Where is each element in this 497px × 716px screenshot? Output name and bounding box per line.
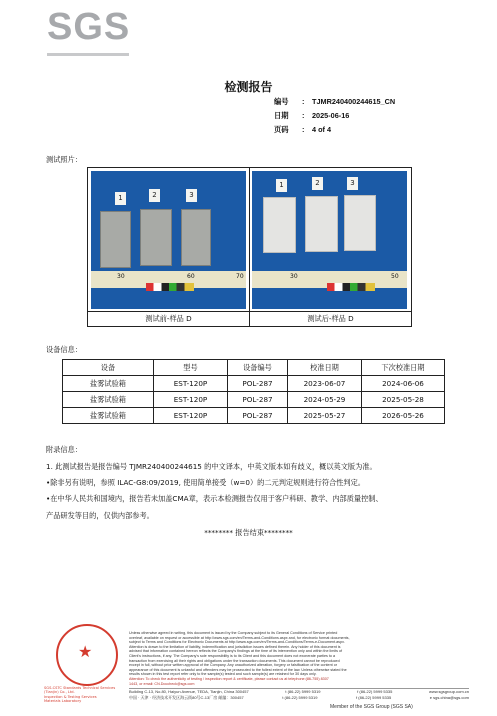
equipment-section-label: 设备信息：: [46, 345, 82, 354]
color-checker: [146, 283, 194, 291]
table-cell: 盐雾试验箱: [63, 408, 154, 424]
sample-tag: 1: [276, 179, 287, 192]
table-cell: 2025-05-28: [362, 392, 445, 408]
terms-line: Attention: To check the authenticity of testing / inspection report & certificate, please contact us at telephone:(86-755) 8307: [129, 676, 329, 681]
sample-plate: [140, 209, 172, 266]
terms-line: Attention is drawn to the limitation of liability, indemnification and jurisdiction issues defined therein. Any holder of this document is: [129, 644, 341, 649]
seal-sub: Inspection & Testing Services: [44, 694, 97, 699]
table-cell: 2026-05-26: [362, 408, 445, 424]
photo-after-test: [252, 171, 407, 309]
terms-line: overleaf, available on request or accessible at http://www.sgs.com/en/Terms-and-Conditions.aspx and, for electronic format documents,: [129, 635, 350, 640]
terms-line: except in full, without prior written approval of the Company. Any unauthorized alteration, forgery or falsification of the content or: [129, 663, 337, 668]
column-header: 型号: [154, 360, 228, 376]
meta-colon: :: [302, 111, 305, 120]
terms-line: advised that information contained hereon reflects the Company's findings at the time of its intervention only and within the limits of: [129, 649, 343, 654]
meta-key: 编号: [274, 97, 289, 106]
table-row: [63, 376, 445, 392]
table-cell: EST-120P: [154, 408, 228, 424]
equipment-table: [62, 359, 445, 424]
website-link[interactable]: www.sgsgroup.com.cn: [428, 689, 469, 694]
terms-line: appearance of this document is unlawful and offenders may be prosecuted to the fullest extent of the law. Unless otherwise stated the: [129, 667, 347, 672]
terms-line: results shown in this test report refer only to the sample(s) tested and such sample(s) are retained for 30 days only.: [129, 672, 317, 677]
sample-tag: 1: [115, 192, 126, 205]
photo-caption-before: 测试前-样品 D: [145, 314, 192, 323]
meta-date: [274, 111, 349, 121]
photo-caption-after: 测试后-样品 D: [307, 314, 354, 323]
laboratory-seal: [56, 624, 118, 686]
table-cell: EST-120P: [154, 392, 228, 408]
sample-plate: [305, 196, 338, 252]
notes-section-label: 附录信息：: [46, 445, 82, 454]
sample-tag: 3: [347, 177, 358, 190]
email-link[interactable]: e sgs.china@sgs.com: [429, 695, 469, 700]
meta-value: TJMR240400244615_CN: [312, 97, 396, 106]
ruler-mark: 30: [290, 273, 298, 280]
address-cn: 中国 · 天津 · 经济技术开发区海云街80号C-13厂房: [129, 695, 218, 700]
table-cell: POL-287: [228, 376, 288, 392]
sample-tag: 3: [186, 189, 197, 202]
note-line: 产品研发等目的，仅供内部参考。: [46, 511, 154, 520]
color-checker: [327, 283, 375, 291]
terms-line: Client's instructions, if any. The Company's sole responsibility is to its Client and this document does not exonerate parties to a: [129, 653, 336, 658]
ruler-mark: 60: [187, 273, 195, 280]
note-line: 1. 此测试报告是报告编号 TJMR240400244615 的中文译本，中英文版本如有歧义，概以英文版为准。: [46, 462, 377, 471]
meta-colon: :: [302, 125, 305, 134]
sample-plate: [100, 211, 131, 268]
sample-plate: [263, 197, 296, 253]
ruler-mark: 30: [117, 273, 125, 280]
sample-plate: [181, 209, 211, 266]
member-of-sgs: Member of the SGS Group (SGS SA): [330, 704, 413, 710]
fax: f (86-22) 5999 5335: [356, 695, 392, 700]
meta-value: 2025-06-16: [312, 111, 350, 120]
table-cell: 2024-05-29: [288, 392, 362, 408]
table-row: [63, 408, 445, 424]
table-cell: 2023-06-07: [288, 376, 362, 392]
note-line: •在中华人民共和国境内，报告若未加盖CMA章，表示本检测报告仅用于客户科研、教学、内部质量控制、: [46, 494, 383, 503]
seal-text: SGS-CSTC Standards Technical Services (Tianjin) Co., Ltd.: [44, 686, 116, 695]
report-title: 检测报告: [224, 80, 273, 94]
column-header: 设备: [63, 360, 154, 376]
logo-underline: [47, 53, 129, 56]
sgs-logo: SGS: [47, 6, 131, 48]
table-cell: 2025-05-27: [288, 408, 362, 424]
column-header: 下次校准日期: [362, 360, 445, 376]
ruler-mark: 70: [236, 273, 244, 280]
sample-tag: 2: [312, 177, 323, 190]
table-cell: 2024-06-06: [362, 376, 445, 392]
sample-plate: [344, 195, 376, 251]
meta-colon: :: [302, 97, 305, 106]
postcode: 邮编：300457: [218, 695, 244, 700]
meta-key: 页码: [274, 125, 289, 134]
terms-line: 1443, or email: CN.Doccheck@sgs.com: [129, 681, 195, 686]
report-end: ******** 报告结束********: [204, 528, 293, 537]
ruler-mark: 50: [391, 273, 399, 280]
table-header-row: [63, 360, 445, 376]
address-en: Building C-13, No.80, Haiyun Avenue, TEDA, Tianjin, China 300457: [129, 689, 249, 694]
telephone: t (86-22) 5999 5319: [285, 689, 321, 694]
photos-section-label: 测试照片：: [46, 155, 82, 164]
meta-value: 4 of 4: [312, 125, 332, 134]
terms-line: transaction from exercising all their rights and obligations under the transaction documents. This document cannot be reproduced: [129, 658, 340, 663]
table-row: [63, 392, 445, 408]
photo-table: [87, 167, 412, 327]
fax: f (86-22) 5999 5335: [357, 689, 393, 694]
sample-tag: 2: [149, 189, 160, 202]
photo-before-test: [91, 171, 246, 309]
terms-line: Unless otherwise agreed in writing, this document is issued by the Company subject to its General Conditions of Service printed: [129, 631, 338, 635]
star-icon: ★: [78, 642, 93, 661]
seal-caption: [44, 686, 124, 704]
meta-page: [274, 125, 331, 135]
meta-key: 日期: [274, 111, 289, 120]
note-line: •除非另有说明，参照 ILAC-G8:09/2019, 使用简单接受（w=0）的二元判定规则进行符合性判定。: [46, 478, 365, 487]
seal-sub: Materials Laboratory: [44, 699, 82, 704]
meta-report-number: [274, 97, 395, 107]
telephone: t (86-22) 5999 5319: [282, 695, 318, 700]
table-cell: EST-120P: [154, 376, 228, 392]
column-header: 校准日期: [288, 360, 362, 376]
table-cell: 盐雾试验箱: [63, 376, 154, 392]
terms-line: subject to Terms and Conditions for Electronic Documents at http://www.sgs.com/en/Terms-and-Conditions/Terms-e-Document.aspx.: [129, 640, 345, 645]
footer-terms: [129, 631, 464, 686]
table-cell: POL-287: [228, 408, 288, 424]
table-cell: 盐雾试验箱: [63, 392, 154, 408]
table-cell: POL-287: [228, 392, 288, 408]
footer-address: [129, 688, 469, 701]
column-header: 设备编号: [228, 360, 288, 376]
